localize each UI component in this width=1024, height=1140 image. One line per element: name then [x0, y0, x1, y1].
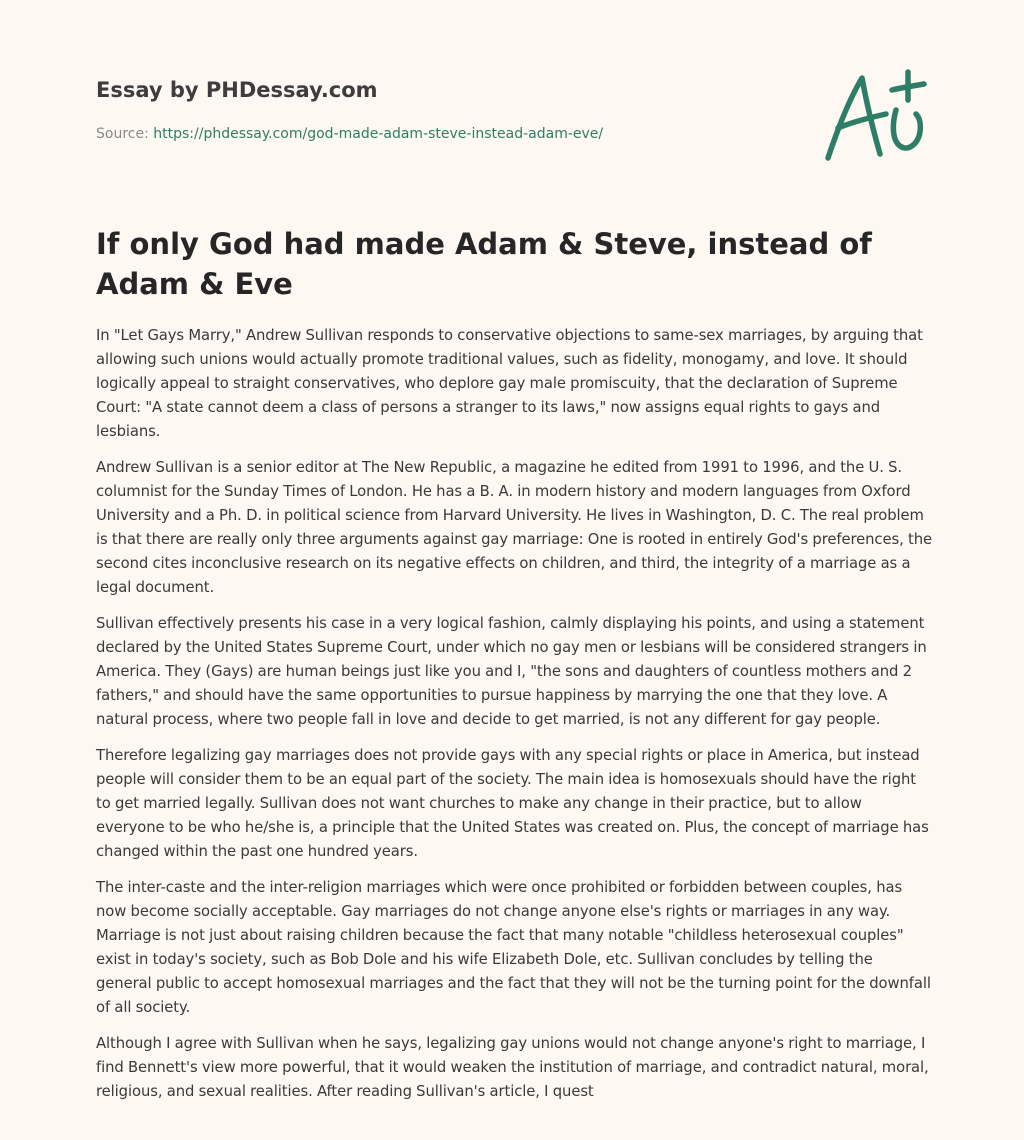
site-brand: Essay by PHDessay.com — [96, 78, 378, 102]
source-line — [96, 124, 796, 144]
essay-paragraph: Although I agree with Sullivan when he says, legalizing gay unions would not change anyone's right to marriage, I find Bennett's view more powerful, that it would weaken the institution of marriage, and contradict natural, moral, religious, and sexual realities. After reading Sullivan's article, I quest — [96, 1035, 929, 1100]
essay-paragraph: Andrew Sullivan is a senior editor at The New Republic, a magazine he edited from 1991 to 1996, and the U. S. columnist for the Sunday Times of London. He has a B. A. in modern history and modern languages from Oxford University and a Ph. D. in political science from Harvard University. He lives in Washington, D. C. The real problem is that there are really only three arguments against gay marriage: One is rooted in entirely God's preferences, the second cites inconclusive research on its negative effects on children, and third, the integrity of a marriage as a legal document. — [96, 459, 932, 596]
source-label: Source: — [96, 126, 149, 142]
page-header — [96, 76, 796, 144]
essay-title: If only God had made Adam & Steve, instead of Adam & Eve — [96, 227, 872, 301]
essay-body — [96, 324, 932, 1116]
essay-paragraph: Therefore legalizing gay marriages does not provide gays with any special rights or place in America, but instead people will consider them to be an equal part of the society. The main idea is homosexuals should have the right to get married legally. Sullivan does not want churches to make any change in their practice, but to allow everyone to be who he/she is, a principle that the United States was created on. Plus, the concept of marriage has changed within the past one hundred years. — [96, 747, 929, 860]
essay-paragraph: The inter-caste and the inter-religion marriages which were once prohibited or forbidden between couples, has now become socially acceptable. Gay marriages do not change anyone else's rights or marriages in any way. Marriage is not just about raising children because the fact that many notable "childless heterosexual couples" exist in today's society, such as Bob Dole and his wife Elizabeth Dole, etc. Sullivan concludes by telling the general public to accept homosexual marriages and the fact that they will not be the turning point for the downfall of all society. — [96, 879, 931, 1016]
a-plus-logo-icon — [816, 66, 932, 166]
source-link[interactable]: https://phdessay.com/god-made-adam-steve-instead-adam-eve/ — [153, 126, 604, 142]
essay-paragraph: In "Let Gays Marry," Andrew Sullivan responds to conservative objections to same-sex marriages, by arguing that allowing such unions would actually promote traditional values, such as fidelity, monogamy, and love. It should logically appeal to straight conservatives, who deplore gay male promiscuity, that the declaration of Supreme Court: "A state cannot deem a class of persons a stranger to its laws," now assigns equal rights to gays and lesbians. — [96, 327, 923, 440]
essay-paragraph: Sullivan effectively presents his case in a very logical fashion, calmly displaying his points, and using a statement declared by the United States Supreme Court, under which no gay men or lesbians will be considered strangers in America. They (Gays) are human beings just like you and I, "the sons and daughters of countless mothers and 2 fathers," and should have the same opportunities to pursue happiness by marrying the one that they love. A natural process, where two people fall in love and decide to get married, is not any different for gay people. — [96, 615, 927, 728]
